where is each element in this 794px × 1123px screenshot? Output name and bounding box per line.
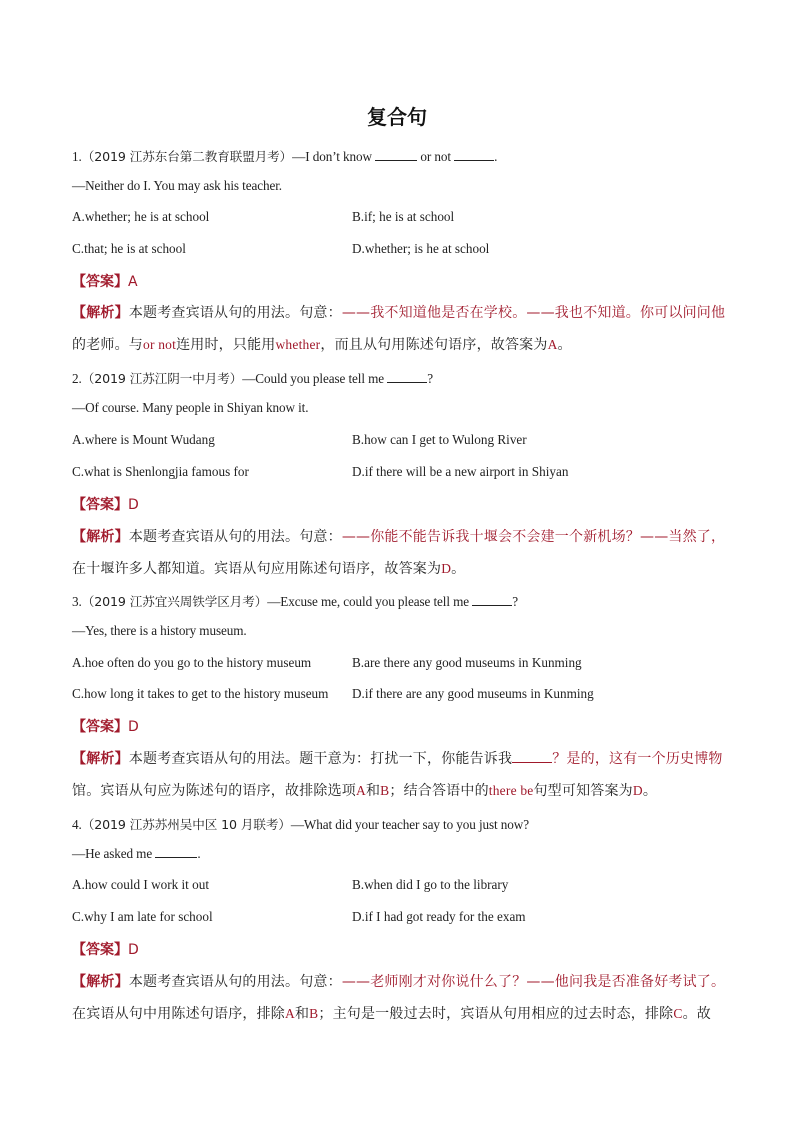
- option-a: A.hoe often do you go to the history museum: [72, 655, 312, 670]
- explanation-text: 本题考查宾语从句的用法。题干意为：打扰一下，你能告诉我: [128, 751, 513, 767]
- question-text: or not: [420, 149, 451, 164]
- question-source: （2019 江苏苏州吴中区 10 月联考）: [81, 817, 291, 832]
- answer-blank: [472, 595, 512, 606]
- answer-tag: 【答案】: [72, 497, 128, 513]
- explanation-keyword: A: [285, 1006, 295, 1021]
- question-source: （2019 江苏宜兴周铁学区月考）: [81, 594, 268, 609]
- option-d: D.whether; is he at school: [352, 241, 490, 256]
- answer-value: D: [128, 942, 139, 958]
- answer-blank: [512, 752, 552, 763]
- explanation-tag: 【解析】: [72, 529, 129, 545]
- explanation-translation: ——老师刚才对你说什么了？——他问我是否准备好考试了。: [341, 974, 726, 990]
- question-2-reply: —Of course. Many people in Shiyan know it.: [72, 400, 309, 415]
- explanation-text: 本题考查宾语从句的用法。句意：: [128, 305, 342, 321]
- reply-text: —He asked me: [72, 846, 153, 861]
- answer-blank: [454, 150, 494, 161]
- question-4-reply: [72, 846, 201, 862]
- explanation-translation: ——你能不能告诉我十堰会不会建一个新机场？——当然了，: [341, 529, 726, 545]
- punctuation: ?: [512, 594, 518, 609]
- question-text: —What did your teacher say to you just now?: [290, 817, 529, 832]
- punctuation: ?: [427, 371, 433, 386]
- explanation-line: [72, 558, 724, 578]
- explanation-text: 和: [365, 783, 381, 799]
- option-b: B.how can I get to Wulong River: [352, 432, 527, 447]
- answer-line: [72, 494, 139, 514]
- explanation-text: 。: [451, 561, 466, 577]
- option-d: D.if there are any good museums in Kunming: [352, 686, 594, 701]
- explanation-text: 的老师。与: [72, 337, 143, 353]
- option-d: D.if I had got ready for the exam: [352, 909, 526, 924]
- option-b: B.if; he is at school: [352, 209, 455, 224]
- explanation-keyword: B: [309, 1006, 319, 1021]
- explanation-keyword: C: [673, 1006, 683, 1021]
- explanation-keyword: D: [441, 561, 452, 576]
- explanation-text: ，而且从句用陈述句语序，故答案为: [320, 337, 548, 353]
- explanation-line: [72, 334, 724, 354]
- option-d: D.if there will be a new airport in Shiyan: [352, 464, 569, 479]
- explanation-text: 连用时，只能用: [176, 337, 276, 353]
- option-a: A.where is Mount Wudang: [72, 432, 215, 447]
- answer-tag: 【答案】: [72, 719, 128, 735]
- punctuation: .: [494, 149, 498, 164]
- question-number: 4.: [72, 817, 82, 832]
- question-4-stem: [72, 814, 529, 833]
- explanation-text: 在十堰许多人都知道。宾语从句应用陈述句语序，故答案为: [72, 561, 442, 577]
- question-3-stem: [72, 591, 518, 610]
- answer-tag: 【答案】: [72, 274, 128, 290]
- question-text: —I don’t know: [292, 149, 372, 164]
- explanation-keyword: B: [380, 783, 390, 798]
- explanation-text: 和: [294, 1006, 310, 1022]
- question-number: 3.: [72, 594, 82, 609]
- explanation-text: 。: [557, 337, 572, 353]
- question-text: —Excuse me, could you please tell me: [267, 594, 470, 609]
- option-a: A.whether; he is at school: [72, 209, 210, 224]
- question-3-reply: —Yes, there is a history museum.: [72, 623, 247, 638]
- punctuation: .: [197, 846, 201, 861]
- explanation-text: 句型可知答案为: [533, 783, 633, 799]
- option-c: C.that; he is at school: [72, 241, 186, 256]
- explanation-text: 。故: [682, 1006, 711, 1022]
- explanation-line: [72, 748, 724, 768]
- answer-blank: [387, 372, 427, 383]
- explanation-line: [72, 780, 724, 800]
- answer-value: D: [128, 497, 139, 513]
- explanation-text: 馆。宾语从句应为陈述句的语序，故排除选项: [72, 783, 356, 799]
- answer-line: [72, 716, 139, 736]
- answer-value: D: [128, 719, 139, 735]
- option-b: B.when did I go to the library: [352, 877, 509, 892]
- answer-tag: 【答案】: [72, 942, 128, 958]
- question-source: （2019 江苏东台第二教育联盟月考）: [81, 149, 293, 164]
- answer-line: [72, 271, 138, 291]
- explanation-keyword: D: [632, 783, 643, 798]
- explanation-line: [72, 1003, 724, 1023]
- answer-blank: [155, 847, 197, 858]
- question-2-stem: [72, 368, 433, 387]
- explanation-keyword: there be: [488, 783, 534, 798]
- explanation-text: ；主句是一般过去时，宾语从句用相应的过去时态，排除: [318, 1006, 674, 1022]
- explanation-line: [72, 302, 724, 322]
- question-1-stem: [72, 146, 497, 165]
- explanation-tag: 【解析】: [72, 305, 129, 321]
- question-number: 1.: [72, 149, 82, 164]
- question-1-reply: —Neither do I. You may ask his teacher.: [72, 178, 282, 193]
- explanation-translation: ？是的，这有一个历史博物: [552, 751, 723, 767]
- explanation-text: 本题考查宾语从句的用法。句意：: [128, 974, 342, 990]
- option-a: A.how could I work it out: [72, 877, 209, 892]
- option-c: C.how long it takes to get to the history museum: [72, 686, 329, 701]
- question-number: 2.: [72, 371, 82, 386]
- option-c: C.what is Shenlongjia famous for: [72, 464, 249, 479]
- option-b: B.are there any good museums in Kunming: [352, 655, 582, 670]
- page-title: 复合句: [367, 105, 427, 129]
- explanation-keyword: or not: [143, 337, 177, 352]
- explanation-text: 。: [642, 783, 658, 799]
- explanation-text: 在宾语从句中用陈述句语序，排除: [72, 1006, 285, 1022]
- explanation-keyword: A: [547, 337, 558, 352]
- question-text: —Could you please tell me: [242, 371, 385, 386]
- explanation-text: 本题考查宾语从句的用法。句意：: [128, 529, 342, 545]
- explanation-tag: 【解析】: [72, 974, 129, 990]
- answer-blank: [375, 150, 417, 161]
- question-source: （2019 江苏江阴一中月考）: [81, 371, 243, 386]
- explanation-text: ；结合答语中的: [389, 783, 489, 799]
- explanation-keyword: A: [356, 783, 366, 798]
- explanation-translation: ——我不知道他是否在学校。——我也不知道。你可以问问他: [341, 305, 726, 321]
- explanation-keyword: whether: [275, 337, 321, 352]
- answer-value: A: [128, 274, 138, 290]
- option-c: C.why I am late for school: [72, 909, 213, 924]
- explanation-line: [72, 971, 724, 991]
- explanation-tag: 【解析】: [72, 751, 129, 767]
- explanation-line: [72, 526, 724, 546]
- answer-line: [72, 939, 139, 959]
